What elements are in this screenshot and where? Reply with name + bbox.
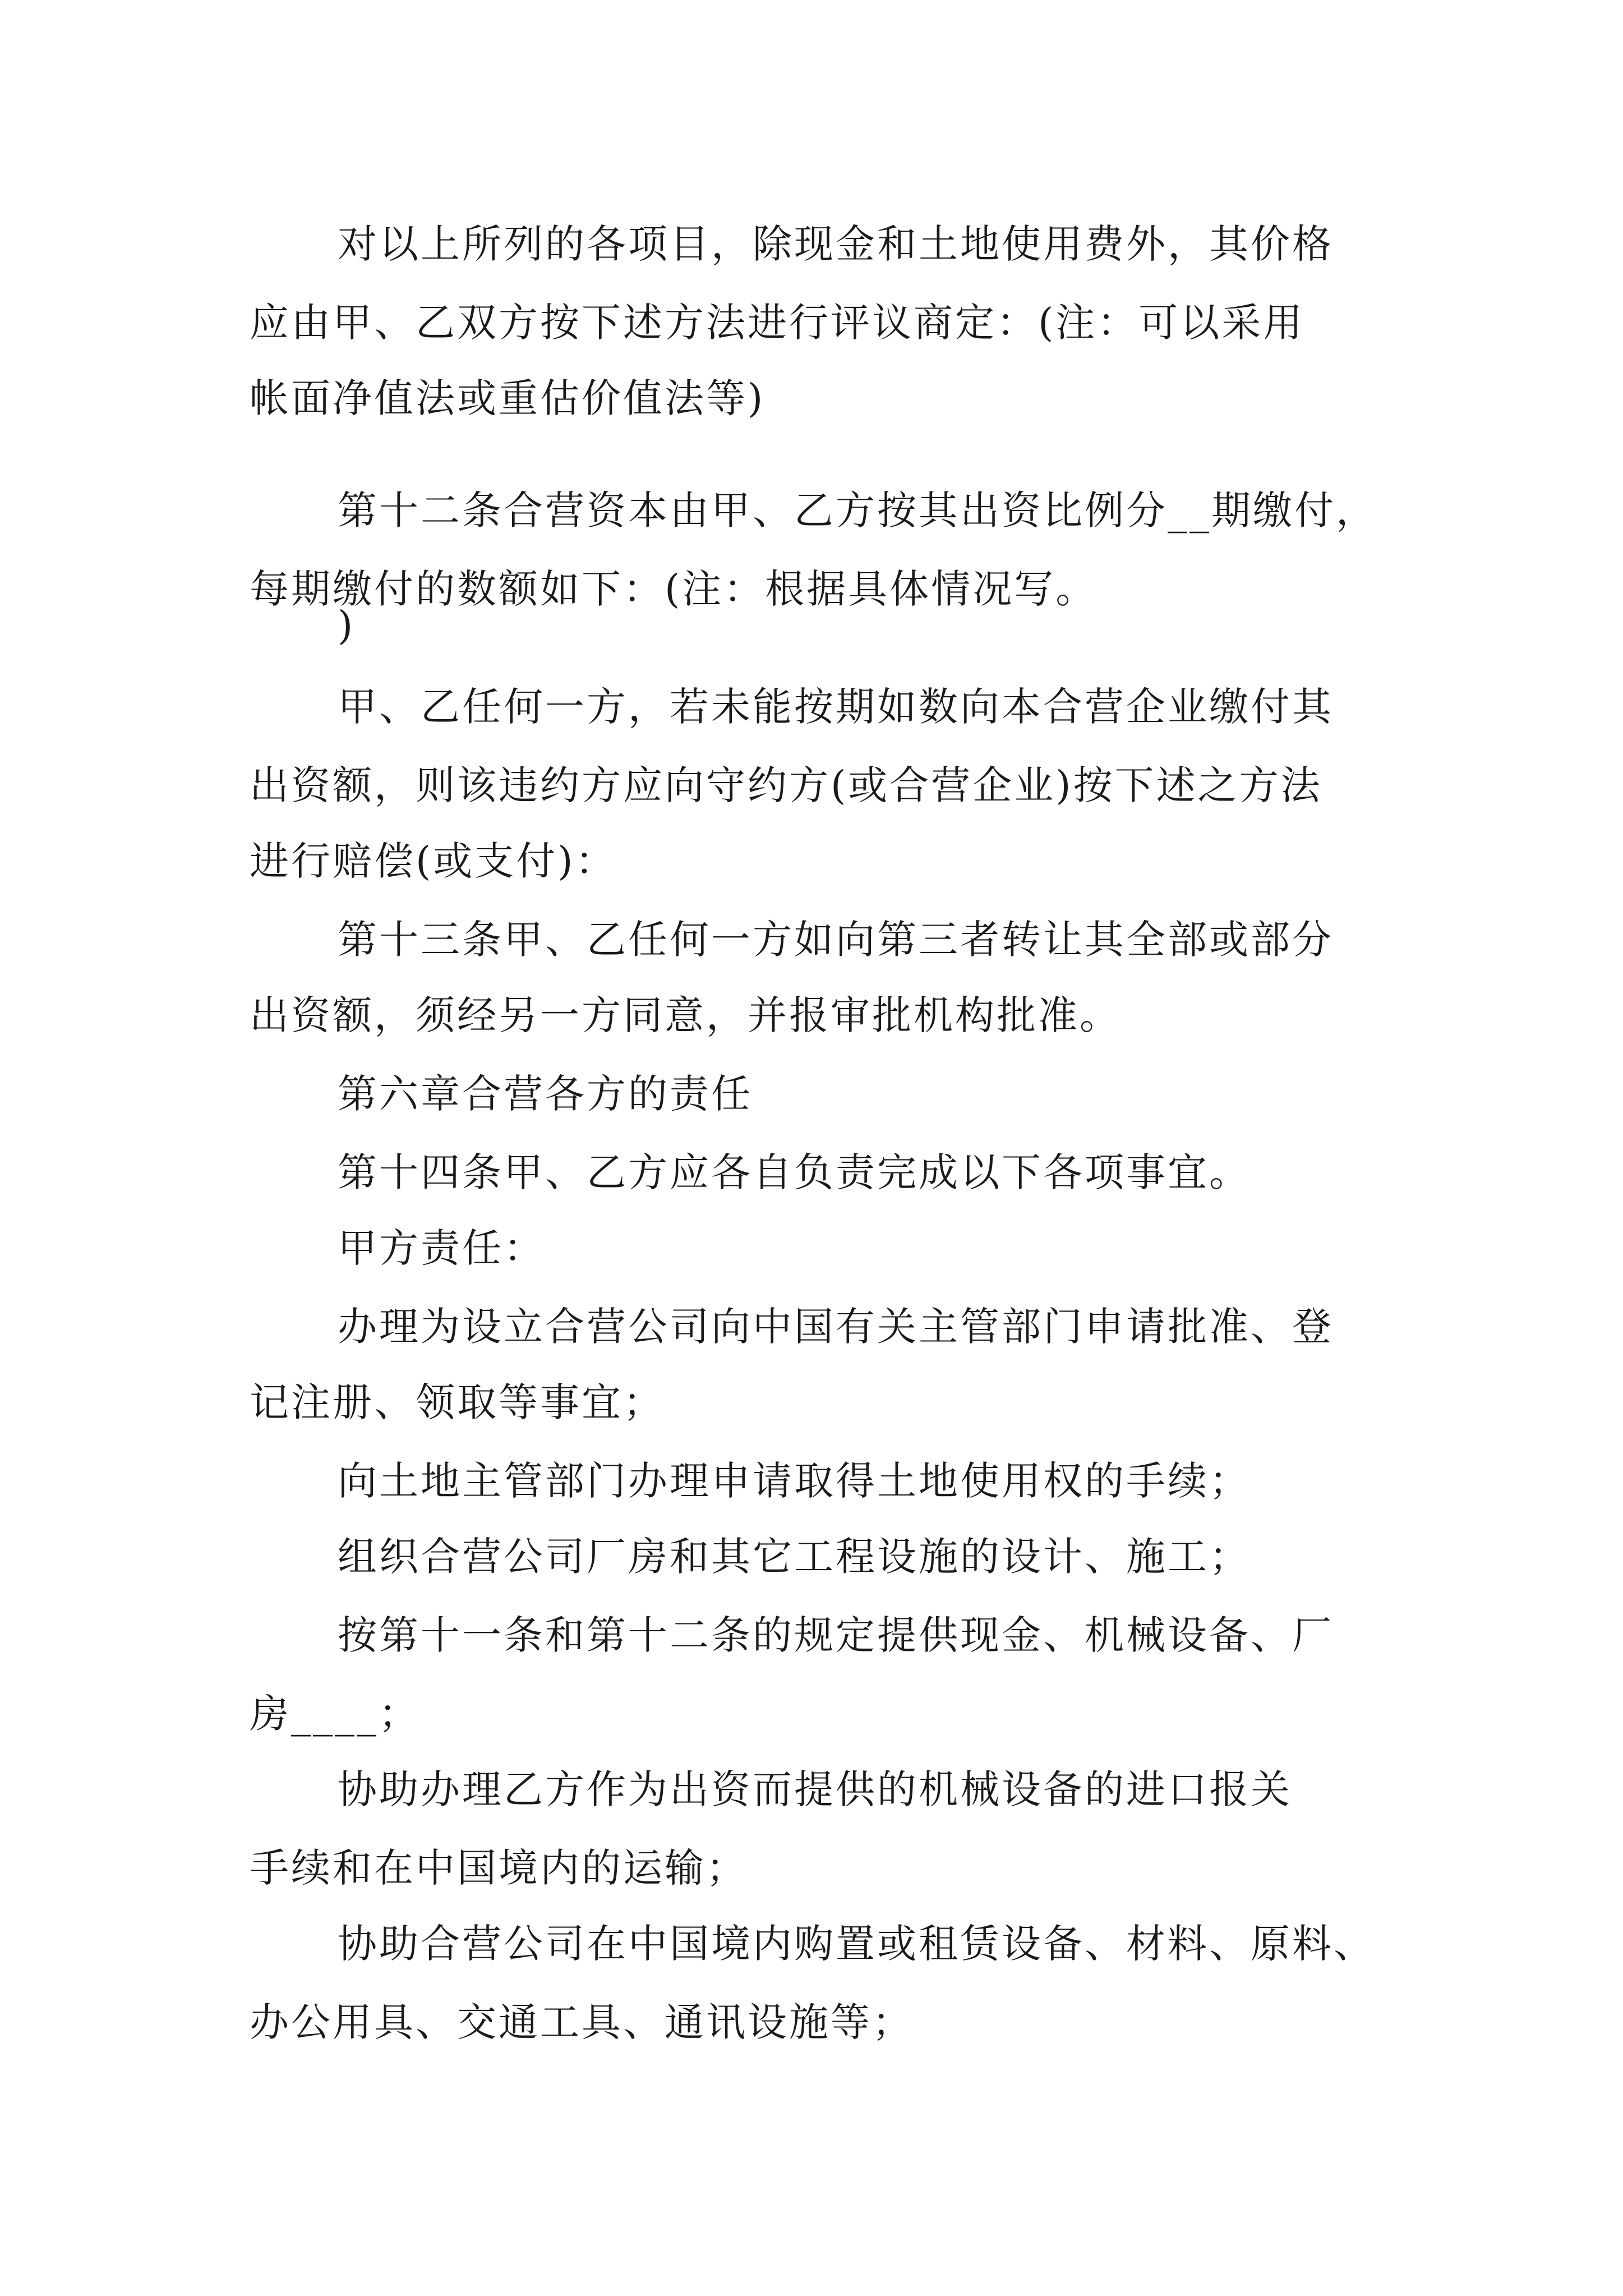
paragraph-line: 手续和在中国境内的运输； [250, 1845, 748, 1891]
paragraph-line: 协助合营公司在中国境内购置或租赁设备、材料、原料、 [338, 1921, 1375, 1967]
paragraph-line: 向土地主管部门办理申请取得土地使用权的手续； [338, 1458, 1251, 1504]
paragraph-line: 办公用具、交通工具、通讯设施等； [250, 1999, 914, 2045]
paragraph-line: 出资额，则该违约方应向守约方(或合营企业)按下述之方法 [250, 762, 1322, 808]
paragraph-line: 办理为设立合营公司向中国有关主管部门申请批准、登 [338, 1304, 1334, 1350]
paragraph-line: 第十三条甲、乙任何一方如向第三者转让其全部或部分 [338, 917, 1334, 963]
paragraph-line: 记注册、领取等事宜； [250, 1379, 665, 1425]
chapter-heading: 第六章合营各方的责任 [338, 1071, 753, 1117]
section-label: 甲方责任： [338, 1225, 545, 1271]
paragraph-line: 应由甲、乙双方按下述方法进行评议商定：(注：可以采用 [250, 300, 1305, 346]
paragraph-line: 组织合营公司厂房和其它工程设施的设计、施工； [338, 1534, 1251, 1580]
paragraph-line: 帐面净值法或重估价值法等) [250, 375, 766, 421]
paragraph-line: 房____； [250, 1691, 420, 1737]
paragraph-line: 出资额，须经另一方同意，并报审批机构批准。 [250, 992, 1121, 1038]
paragraph-line: 第十四条甲、乙方应各自负责完成以下各项事宜。 [338, 1149, 1251, 1195]
paragraph-line: 每期缴付的数额如下：(注：根据具体情况写。 [250, 566, 1098, 612]
paragraph-line: 对以上所列的各项目，除现金和土地使用费外，其价格 [338, 221, 1334, 267]
paragraph-line: 按第十一条和第十二条的规定提供现金、机械设备、厂 [338, 1612, 1334, 1658]
paragraph-line: 甲、乙任何一方，若未能按期如数向本合营企业缴付其 [338, 684, 1334, 730]
paragraph-line: 协助办理乙方作为出资而提供的机械设备的进口报关 [338, 1766, 1292, 1812]
paragraph-line: ) [338, 602, 356, 648]
paragraph-line: 进行赔偿(或支付)： [250, 838, 617, 884]
paragraph-line: 第十二条合营资本由甲、乙方按其出资比例分__期缴付， [338, 487, 1377, 533]
